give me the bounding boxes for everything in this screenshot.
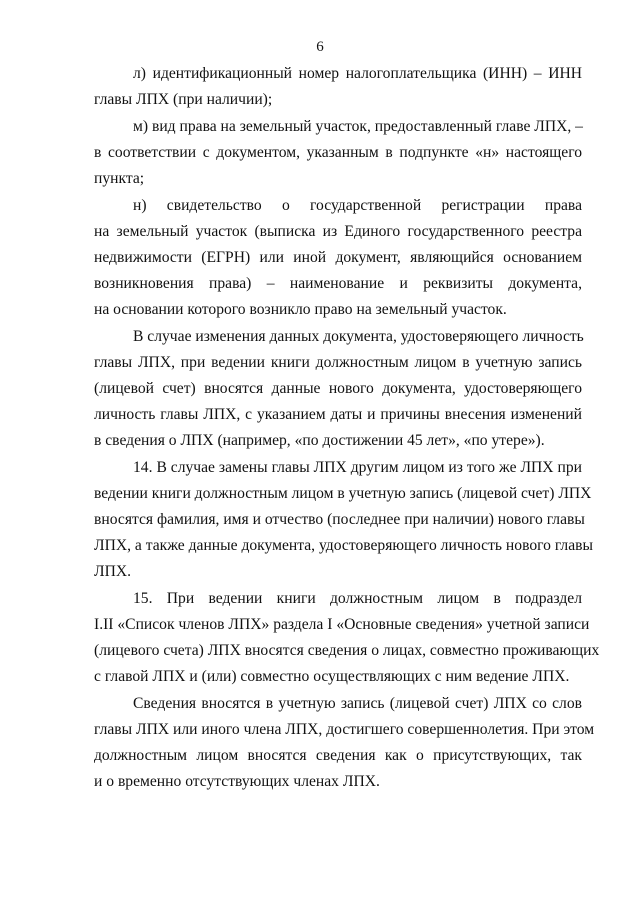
text-line: м) вид права на земельный участок, предоставленный главе ЛПХ, – [133,118,583,135]
text-line: Сведения вносятся в учетную запись (лицевой счет) ЛПХ со слов [133,695,582,712]
text-line: (лицевой счет) вносятся данные нового документа, удостоверяющего [94,380,582,397]
page-number: 6 [316,39,324,55]
text-line: главы ЛПХ (при наличии); [94,91,273,108]
text-line: н) свидетельство о государственной регистрации права [133,197,582,214]
text-line: ЛПХ. [94,563,131,580]
text-line: (лицевого счета) ЛПХ вносятся сведения о лицах, совместно проживающих [94,642,600,659]
text-line: главы ЛПХ или иного члена ЛПХ, достигшего совершеннолетия. При этом [94,721,595,738]
text-line: л) идентификационный номер налогоплательщика (ИНН) – ИНН [133,65,582,82]
text-line: 14. В случае замены главы ЛПХ другим лицом из того же ЛПХ при [133,459,582,476]
text-line: ЛПХ, а также данные документа, удостоверяющего личность нового главы [94,537,593,554]
text-line: главы ЛПХ, при ведении книги должностным лицом в учетную запись [94,354,582,371]
text-line: на основании которого возникло право на земельный участок. [94,301,507,318]
text-line: личность главы ЛПХ, с указанием даты и причины внесения изменений [94,406,582,423]
text-line: в сведения о ЛПХ (например, «по достижении 45 лет», «по утере»). [94,432,545,449]
text-line: I.II «Список членов ЛПХ» раздела I «Основные сведения» учетной записи [94,616,590,633]
text-line: недвижимости (ЕГРН) или иной документ, являющийся основанием [94,249,582,266]
text-line: вносятся фамилия, имя и отчество (последнее при наличии) нового главы [94,511,585,528]
text-line: в соответствии с документом, указанным в подпункте «н» настоящего [94,144,582,161]
text-line: с главой ЛПХ и (или) совместно осуществляющих с ним ведение ЛПХ. [94,668,570,685]
text-line: В случае изменения данных документа, удостоверяющего личность [133,328,584,345]
text-line: и о временно отсутствующих членах ЛПХ. [94,773,380,790]
text-line: ведении книги должностным лицом в учетную запись (лицевой счет) ЛПХ [94,485,592,502]
text-line: должностным лицом вносятся сведения как о присутствующих, так [94,747,582,764]
text-line: пункта; [94,170,145,187]
text-line: возникновения права) – наименование и реквизиты документа, [94,275,582,292]
text-line: на земельный участок (выписка из Единого государственного реестра [94,223,582,240]
text-line: 15. При ведении книги должностным лицом в подраздел [133,590,582,607]
